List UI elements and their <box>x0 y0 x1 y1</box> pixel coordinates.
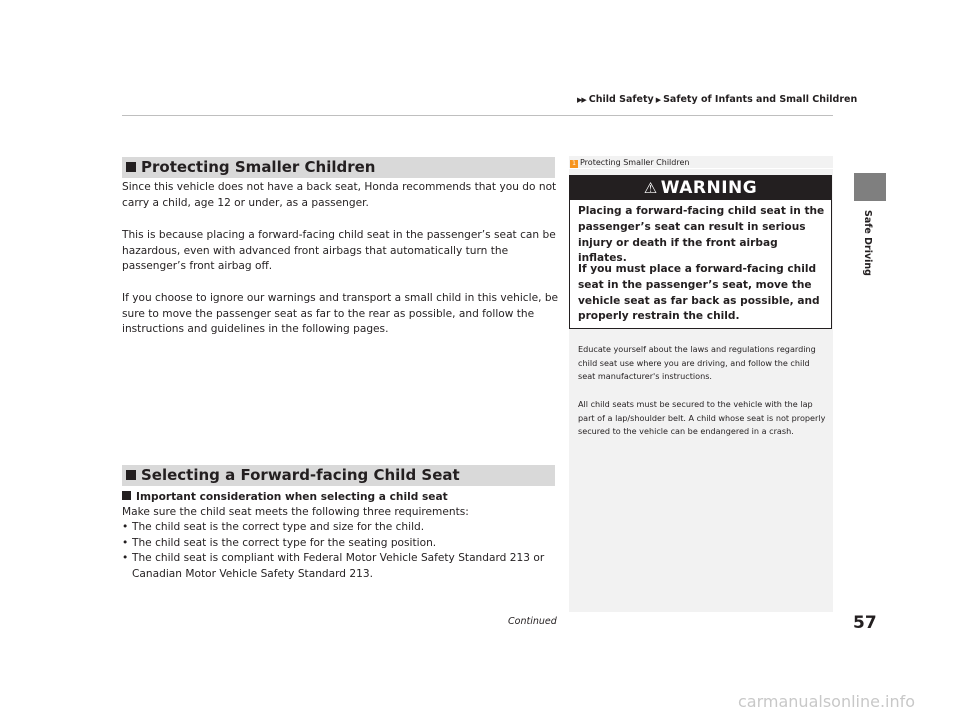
warning-header <box>570 176 831 200</box>
chapter-tab-block <box>854 173 886 201</box>
requirements-intro: Make sure the child seat meets the following three requirements: <box>122 506 469 518</box>
breadcrumb-arrow-icon: ▶ <box>655 96 661 104</box>
section-heading-text: Protecting Smaller Children <box>141 158 376 176</box>
paragraph: Since this vehicle does not have a back seat, Honda recommends that you do not carry a child, age 12 or under, as a passenger. <box>122 181 557 209</box>
warning-text: If you must place a forward-facing child seat in the passenger’s seat, move the vehicle seat as far back as possible, and properly restrain the child. <box>578 263 820 323</box>
warning-icon: ⚠ <box>643 179 658 197</box>
sidebar-title-rule <box>569 168 833 169</box>
sidebar-title <box>570 158 689 168</box>
page-number: 57 <box>853 613 877 633</box>
continued-label: Continued <box>508 616 557 627</box>
heading-square-icon <box>126 470 136 480</box>
header-rule <box>122 115 833 116</box>
sidebar-note: Educate yourself about the laws and regulations regarding child seat use where you are driving, and follow the child seat manufacturer's instructions. <box>578 344 816 381</box>
sidebar-title-text: Protecting Smaller Children <box>580 158 690 167</box>
subheading-square-icon <box>122 491 131 500</box>
section-heading-protecting <box>122 157 555 178</box>
warning-label: WARNING <box>660 178 758 198</box>
section-heading-selecting <box>122 465 555 486</box>
breadcrumb-arrow-icon: ▶▶ <box>577 96 586 104</box>
watermark: carmanualsonline.info <box>738 692 916 711</box>
list-item: • The child seat is compliant with Federal Motor Vehicle Safety Standard 213 or Canadian Motor Vehicle Safety Standard 213. <box>122 551 562 582</box>
warning-text: Placing a forward-facing child seat in the passenger’s seat can result in serious injury or death if the front airbag inflates. <box>578 205 825 265</box>
reference-badge: 1 <box>570 160 578 168</box>
sidebar-note: All child seats must be secured to the vehicle with the lap part of a lap/shoulder belt. A child whose seat is not properly secured to the vehicle can be endangered in a crash. <box>578 399 826 436</box>
list-item: • The child seat is the correct type for the seating position. <box>122 536 562 552</box>
section-heading-text: Selecting a Forward-facing Child Seat <box>141 466 460 484</box>
requirements-list <box>122 520 562 582</box>
breadcrumb-item-safety-infants: Safety of Infants and Small Children <box>663 94 858 105</box>
list-item: • The child seat is the correct type and size for the child. <box>122 520 562 536</box>
breadcrumb <box>577 94 857 105</box>
subheading <box>122 491 448 503</box>
heading-square-icon <box>126 162 136 172</box>
subheading-text: Important consideration when selecting a child seat <box>136 491 448 503</box>
breadcrumb-item-child-safety: Child Safety <box>588 94 654 105</box>
chapter-tab-label: Safe Driving <box>862 210 873 276</box>
paragraph: This is because placing a forward-facing child seat in the passenger’s seat can be hazardous, even with advanced front airbags that automatically turn the passenger’s front airbag off. <box>122 229 556 273</box>
paragraph: If you choose to ignore our warnings and transport a small child in this vehicle, be sure to move the passenger seat as far to the rear as possible, and follow the instructions and guidelines in the following pages. <box>122 292 559 336</box>
